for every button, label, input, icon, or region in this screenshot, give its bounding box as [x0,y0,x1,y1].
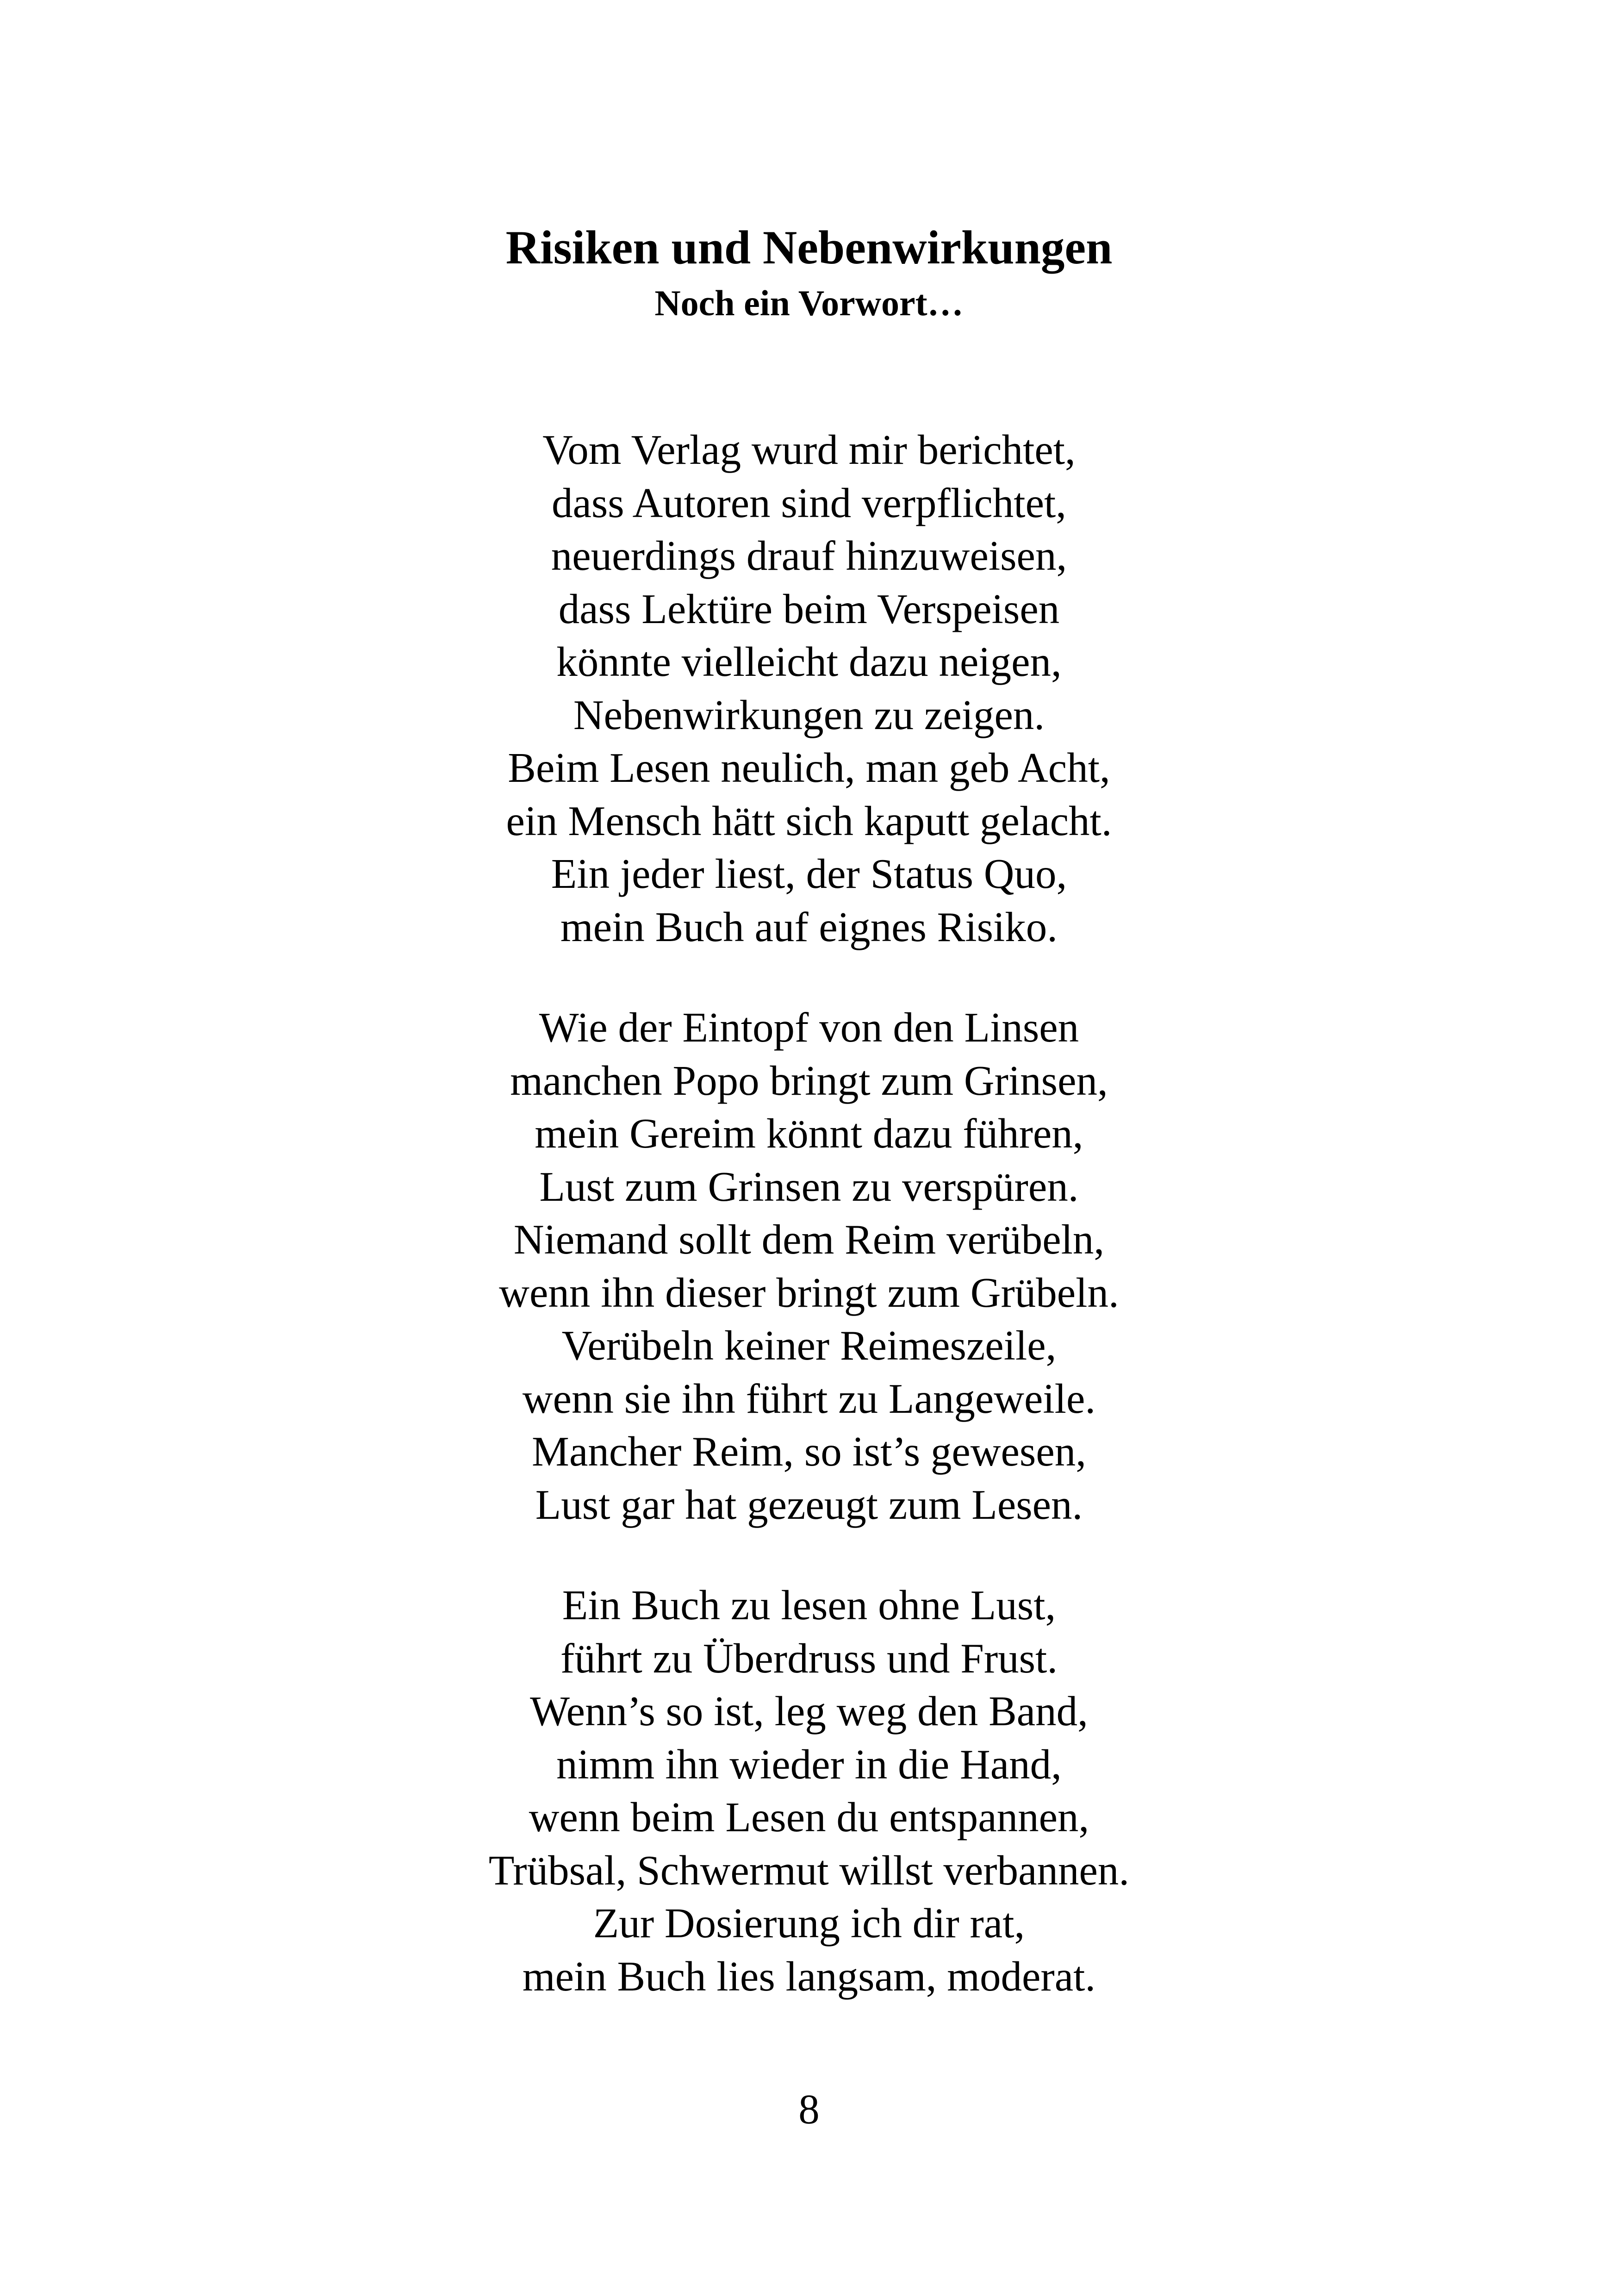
poem-line: Verübeln keiner Reimeszeile, [561,1322,1057,1369]
poem-line: nimm ihn wieder in die Hand, [556,1741,1062,1788]
page-subtitle: Noch ein Vorwort… [654,283,964,323]
poem-line: könnte vielleicht dazu neigen, [556,638,1062,685]
poem-line: Wenn’s so ist, leg weg den Band, [530,1688,1088,1734]
poem-line: Wie der Eintopf von den Linsen [539,1004,1079,1051]
poem-line: wenn ihn dieser bringt zum Grübeln. [499,1269,1119,1316]
stanza-3 [0,1579,1618,2003]
poem-line: führt zu Überdruss und Frust. [560,1635,1058,1682]
poem-line: mein Buch lies langsam, moderat. [522,1953,1096,2000]
poem-line: Ein jeder liest, der Status Quo, [551,850,1067,897]
page-number: 8 [798,2086,820,2133]
poem-line: wenn beim Lesen du entspannen, [529,1794,1089,1841]
poem-line: Beim Lesen neulich, man geb Acht, [508,744,1110,791]
page-header [0,218,1618,329]
poem-line: dass Lektüre beim Verspeisen [558,585,1060,632]
poem-line: Nebenwirkungen zu zeigen. [573,691,1045,738]
stanza-2 [0,1001,1618,1531]
poem-line: Lust gar hat gezeugt zum Lesen. [535,1481,1083,1528]
poem-line: Vom Verlag wurd mir berichtet, [542,426,1076,473]
poem-line: Zur Dosierung ich dir rat, [593,1900,1025,1947]
poem-line: dass Autoren sind verpflichtet, [552,479,1066,526]
poem-line: Ein Buch zu lesen ohne Lust, [562,1582,1056,1628]
page-title: Risiken und Nebenwirkungen [505,221,1113,274]
poem [0,424,1618,2051]
stanza-1 [0,424,1618,954]
poem-line: wenn sie ihn führt zu Langeweile. [522,1375,1096,1422]
poem-line: Trübsal, Schwermut willst verbannen. [488,1847,1130,1894]
poem-line: Lust zum Grinsen zu verspüren. [539,1163,1079,1210]
poem-line: neuerdings drauf hinzuweisen, [551,532,1067,579]
poem-line: manchen Popo bringt zum Grinsen, [510,1057,1108,1104]
poem-line: mein Gereim könnt dazu führen, [535,1110,1083,1157]
poem-line: Niemand sollt dem Reim verübeln, [513,1216,1105,1263]
poem-line: Mancher Reim, so ist’s gewesen, [532,1428,1086,1475]
poem-line: mein Buch auf eignes Risiko. [560,903,1058,950]
poem-line: ein Mensch hätt sich kaputt gelacht. [506,797,1112,844]
